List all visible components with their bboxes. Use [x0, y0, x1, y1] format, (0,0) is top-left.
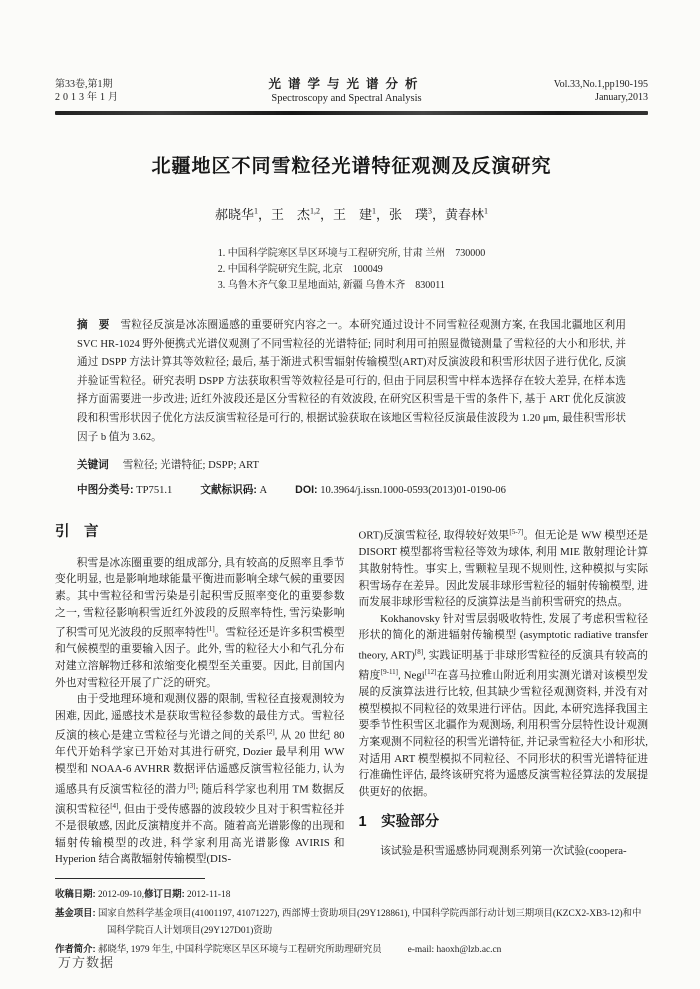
- journal-name-en: Spectroscopy and Spectral Analysis: [271, 93, 422, 104]
- author-affil-sup: 3: [428, 206, 433, 216]
- date-en: January,2013: [595, 92, 648, 103]
- abstract-label: 摘 要: [77, 319, 110, 331]
- wanfang-watermark: 万方数据: [58, 955, 115, 970]
- body-paragraph: 该试验是积雪遥感协同观测系列第一次试验(coopera-: [380, 845, 627, 858]
- volume-issue-cn: 第33卷,第1期: [55, 79, 113, 90]
- right-column: [359, 524, 649, 868]
- author-affil-sup: 1: [372, 206, 376, 216]
- author-name: ，黄春林: [432, 207, 485, 222]
- author: [320, 207, 376, 222]
- date-cn: 2013年1月: [55, 92, 121, 103]
- document-code: 文献标识码: A: [200, 484, 268, 497]
- author-affil-sup: 1,2: [309, 206, 320, 216]
- author-name: 郝晓华: [214, 207, 254, 222]
- author-name: ，张 璞: [376, 207, 429, 222]
- body-paragraph: 由于受地理环境和观测仪器的限制, 雪粒径直接观测较为困难, 因此, 遥感技术是获取雪粒径参数的最佳方式。雪粒径反演的核心是建立雪粒径与光谱之间的关系[2], 从 20 世纪 80 年代开始科学家已开始对其进行研究, Dozier 最早利用 WW 模型和 NOAA-6 AVHRR 数据评估遥感反演雪粒径能力, 认为遥感具有反演雪粒径的潜力[3]; 随后科学家也利用 TM 数据反演积雪粒径[4], 但由于受传感器的波段较少且对于积雪粒径并不是很敏感, 因此反演精度并不高。随着高光谱影像的出现和辐射传输模型的改进, 科学家利用高光谱影像 AVIRIS 和 Hyperion 结合离散辐射传输模型(DIS-: [55, 693, 345, 866]
- classification-line: [55, 481, 648, 500]
- footnote-divider: [55, 878, 205, 879]
- affiliation-item: 1. 中国科学院寒区旱区环境与工程研究所, 甘肃 兰州 730000: [217, 248, 486, 259]
- author-email: e-mail: haoxh@lzb.ac.cn: [407, 945, 502, 956]
- volume-issue-en: Vol.33,No.1,pp190-195: [553, 79, 648, 90]
- keywords-label: 关键词: [77, 459, 109, 472]
- dates-footnote: 收稿日期: 2012-09-10,修订日期: 2012-11-18: [55, 887, 231, 900]
- footnotes: [55, 885, 648, 960]
- funding-footnote: 基金项目: 国家自然科学基金项目(41001197, 41071227), 西部博士资助项目(29Y128861), 中国科学院西部行动计划三期项目(KZCX2-XB3-12)和中国科学院百人计划项目(29Y127D01)资助: [55, 907, 642, 937]
- author-name: ，王 杰: [257, 207, 310, 222]
- header-issue-cn: [55, 78, 205, 104]
- body-paragraph: Kokhanovsky 针对雪层弱吸收特性, 发展了考虑积雪粒径形状的简化的渐进辐射传输模型 (asymptotic radiative transfer theory, ART)[8], 实践证明基于非球形雪粒径的反演具有较高的精度[9-11], Negi[12]在喜马拉雅山附近利用实测光谱对该模型发展的反演算法进行比较, 但其缺少雪粒径观测资料, 并没有对模型模拟不同粒径的效果进行评估。因此, 本研究选择我国主要季节性积雪区北疆作为观测场, 利用积雪分层特性设计观测方案观测不同粒径的积雪光谱特征, 并记录雪粒径大小和形状, 对适用 ART 模型模拟不同粒径、不同形状的积雪光谱特征进行准确性评估, 最终该研究将为遥感反演雪粒径算法的发展提供更好的依据。: [358, 612, 649, 798]
- author-line: [55, 204, 648, 223]
- body-paragraph: 积雪是冰冻圈重要的组成部分, 具有较高的反照率且季节变化明显, 也是影响地球能量平衡进而影响全球气候的重要因素。其中雪粒径和雪污染是引起积雪反照率变化的重要参数之一, 雪粒径影响积雪近红外波段的反照率特性, 雪污染影响了积雪可见光波段的反照率特性[1]。雪粒径还是许多积雪模型和气候模型的重要输入因子。此外, 雪的粒径大小和气孔分布对建立溶解物迁移和浓缩变化模型至关重要。因此, 目前国内外也对雪粒径开展了广泛的研究。: [55, 556, 345, 689]
- journal-name-cn: 光谱学与光谱分析: [268, 77, 425, 91]
- clc-number: 中图分类号: TP751.1: [77, 484, 173, 497]
- keywords-text: 雪粒径; 光谱特征; DSPP; ART: [122, 460, 260, 472]
- left-column: [55, 524, 345, 868]
- keywords-line: [55, 456, 648, 475]
- journal-header: [55, 78, 648, 105]
- author: [376, 207, 432, 222]
- affiliation-item: 2. 中国科学院研究生院, 北京 100049: [217, 264, 383, 275]
- author-name: ，王 建: [319, 207, 372, 222]
- author: [432, 207, 488, 222]
- abstract-text: 雪粒径反演是冰冻圈遥感的重要研究内容之一。本研究通过设计不同雪粒径观测方案, 在我国北疆地区利用 SVC HR-1024 野外便携式光谱仪观测了不同雪粒径的光谱特征; 同时利用可拍照显微镜测量了雪粒径的大小和形状, 并通过 DSPP 方法计算其等效粒径; 最后, 基于渐进式积雪辐射传输模型(ART)对反演波段和积雪形状因子进行优化, 反演并验证雪粒径。研究表明 DSPP 方法获取积雪等效粒径是可行的, 但由于同层积雪中样本选择存在较大差异, 在样本选择方面需要进一步改进; 近红外波段还是区分雪粒径的有效波段, 在研究区积雪是干雪的条件下, 基于 ART 优化反演波段和积雪形状因子优化方法反演雪粒径是可行的, 根据试验获取在该地区雪粒径反演最佳波段为 1.20 μm, 最佳积雪形状因子 b 值为 3.62。: [77, 320, 626, 443]
- doi: DOI: 10.3964/j.issn.1000-0593(2013)01-0190-06: [295, 484, 506, 497]
- body-paragraph: ORT)反演雪粒径, 取得较好效果[5-7]。但无论是 WW 模型还是 DISORT 模型都将雪粒径等效为球体, 利用 MIE 散射理论计算其散射特性。事实上, 雪颗粒呈现不规则性, 这种模拟与实际积雪场存在差异。因此发展非球形雪粒径的辐射传输模型, 进而发展非球形雪粒径的反演算法是当前积雪研究的热点。: [358, 528, 648, 609]
- header-journal-name: [205, 78, 488, 105]
- body-columns: [55, 524, 648, 868]
- author: [215, 207, 258, 222]
- header-issue-en: [488, 78, 648, 104]
- article-title: 北疆地区不同雪粒径光谱特征观测及反演研究: [151, 156, 552, 177]
- section-heading-experiment: 1 实验部分: [358, 814, 440, 831]
- author-affil-sup: 1: [484, 206, 489, 216]
- affiliation-item: 3. 乌鲁木齐气象卫星地面站, 新疆 乌鲁木齐 830011: [217, 280, 445, 291]
- affiliation-list: [218, 246, 486, 294]
- header-rule: [55, 111, 648, 115]
- author-affil-sup: 1: [253, 206, 258, 216]
- biography-footnote: 作者简介: 郝晓华, 1979 年生, 中国科学院寒区旱区环境与工程研究所助理研究员 e-mail: haoxh@lzb.ac.cn: [55, 943, 502, 956]
- abstract: [55, 316, 648, 447]
- author: [258, 207, 320, 222]
- section-heading-intro: 引 言: [55, 524, 99, 541]
